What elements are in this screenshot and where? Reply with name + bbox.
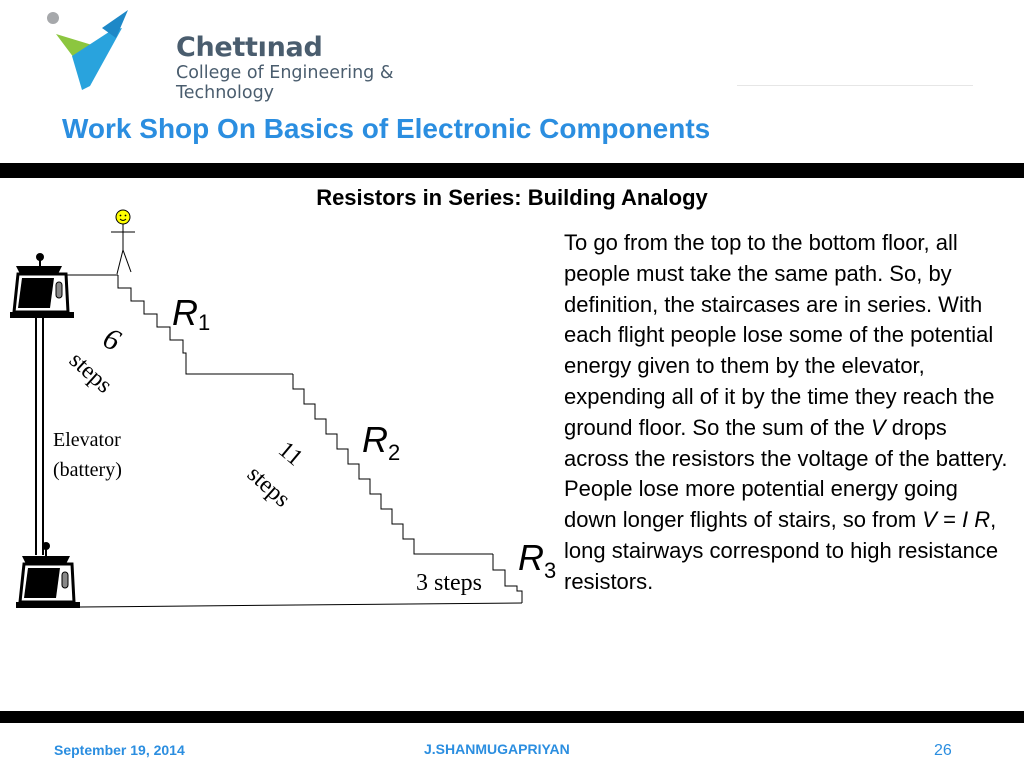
r1-label: R1 [172,292,211,335]
flight-3-label: 3 steps [416,570,482,596]
logo-name: Chettınad [176,32,323,63]
r3-label: $R_3$ [518,537,557,583]
flight-1-word: steps [63,347,118,399]
page-title: Work Shop On Basics of Electronic Components [62,113,711,144]
top-divider-bar [0,163,1024,178]
bottom-divider-bar [0,711,1024,723]
footer-author: J.SHANMUGAPRIYAN [424,741,570,757]
elevator-label-line2: (battery) [53,459,122,481]
building-analogy-diagram [0,200,560,620]
logo-mark-icon [40,8,170,90]
r2-label: $R_2$ [362,419,401,465]
college-logo [40,8,480,103]
elevator-label-line1: Elevator [53,429,121,451]
person-icon [111,210,135,274]
logo-subtitle: College of Engineering & Technology [176,63,394,103]
flight-2-count: 11 [273,436,308,472]
footer-date: September 19, 2014 [54,742,185,758]
ground-floor-line [80,603,522,607]
flight-2-word: steps [241,461,296,513]
top-elevator-car-icon [10,253,74,318]
flight-1-count: 6 [98,321,126,358]
header-divider [737,85,973,86]
bottom-elevator-car-icon [16,542,80,608]
analogy-description: To go from the top to the bottom floor, all people must take the same path. So, by definition, the staircases are in series. With each flight people lose some of the potential energy given to them by the elevator, expending all of it by the time they reach the ground floor. So the sum of the V drops across the resistors the voltage of the battery. People lose more potential energy going down longer flights of stairs, so from V = I R, long stairways correspond to high resistance resistors. [564,230,1008,594]
slide-heading-text: Resistors in Series: Building Analogy [316,185,708,210]
page-number: 26 [934,742,952,759]
